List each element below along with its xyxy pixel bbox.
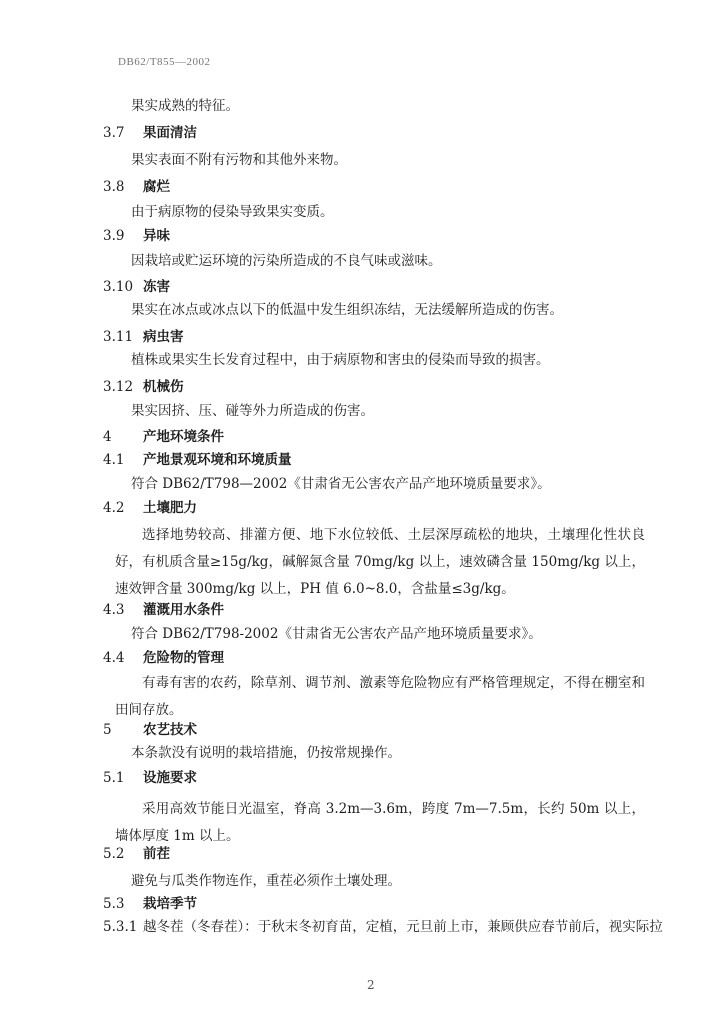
section-title: 土壤肥力 xyxy=(143,500,197,516)
section-heading xyxy=(103,500,197,516)
section-number: 3.12 xyxy=(103,379,134,395)
section-title: 果面清洁 xyxy=(143,125,197,141)
section-heading xyxy=(103,846,170,862)
body-text-line: 本条款没有说明的栽培措施，仍按常规操作。 xyxy=(131,745,401,761)
section-heading xyxy=(103,429,224,445)
section-heading xyxy=(103,379,184,395)
section-heading xyxy=(103,279,170,295)
body-text-line: 由于病原物的侵染导致果实变质。 xyxy=(131,204,334,220)
section-number: 4.2 xyxy=(103,500,125,516)
section-number: 4.3 xyxy=(103,602,125,618)
section-title: 产地环境条件 xyxy=(143,429,224,445)
section-title: 栽培季节 xyxy=(143,896,197,912)
body-text-line: 果实因挤、压、碰等外力所造成的伤害。 xyxy=(131,403,374,419)
section-heading xyxy=(103,722,197,738)
section-title: 病虫害 xyxy=(143,329,184,345)
body-paragraph: 有毒有害的农药，除草剂、调节剂、激素等危险物应有严格管理规定，不得在棚室和田间存放。 xyxy=(115,675,645,718)
section-number: 5.2 xyxy=(103,846,125,862)
section-number: 4.4 xyxy=(103,650,125,666)
section-number: 5.1 xyxy=(103,770,125,786)
body-text-line: 果实表面不附有污物和其他外来物。 xyxy=(131,152,347,168)
section-title: 危险物的管理 xyxy=(143,650,224,666)
section-title: 灌溉用水条件 xyxy=(143,602,224,618)
section-title: 冻害 xyxy=(143,279,170,295)
section-title: 异味 xyxy=(143,228,170,244)
section-number: 3.11 xyxy=(103,329,134,345)
section-heading xyxy=(103,770,197,786)
body-text-line: 果实成熟的特征。 xyxy=(131,98,239,114)
section-heading xyxy=(103,125,197,141)
body-paragraph: 选择地势较高、排灌方便、地下水位较低、土层深厚疏松的地块，土壤理化性状良好，有机质含量≥15g/kg，碱解氮含量 70mg/kg 以上，速效磷含量 150mg/kg 以上，速效钾含量 300mg/kg 以上，PH 值 6.0~8.0，含盐量≤3g/kg。 xyxy=(115,527,645,597)
section-number: 5 xyxy=(103,722,112,738)
section-title: 农艺技术 xyxy=(143,722,197,738)
section-heading xyxy=(103,452,292,468)
section-number: 4.1 xyxy=(103,452,125,468)
section-heading xyxy=(103,179,170,195)
section-title: 产地景观环境和环境质量 xyxy=(143,452,292,468)
section-number: 3.8 xyxy=(103,179,125,195)
section-number: 3.10 xyxy=(103,279,134,295)
body-text-line: 果实在冰点或冰点以下的低温中发生组织冻结，无法缓解所造成的伤害。 xyxy=(131,302,563,318)
section-title: 腐烂 xyxy=(143,179,170,195)
section-title: 设施要求 xyxy=(143,770,197,786)
section-number: 5.3 xyxy=(103,896,125,912)
body-text-line: 符合 DB62/T798-2002《甘肃省无公害农产品产地环境质量要求》。 xyxy=(131,626,542,642)
section-number: 5.3.1 xyxy=(103,919,138,935)
body-text-line: 避免与瓜类作物连作，重茬必须作土壤处理。 xyxy=(131,873,401,889)
page-number: 2 xyxy=(367,978,375,992)
body-text-line: 植株或果实生长发育过程中，由于病原物和害虫的侵染而导致的损害。 xyxy=(131,352,550,368)
section-heading xyxy=(103,602,224,618)
body-text-line: 符合 DB62/T798—2002《甘肃省无公害农产品产地环境质量要求》。 xyxy=(131,476,551,492)
section-heading xyxy=(103,329,184,345)
line-text: 越冬茬（冬春茬）：于秋末冬初育苗，定植，元旦前上市，兼顾供应春节前后，视实际拉 xyxy=(143,919,663,935)
numbered-text-line xyxy=(103,919,663,935)
document-code-header: DB62/T855—2002 xyxy=(118,56,211,68)
section-title: 机械伤 xyxy=(143,379,184,395)
section-number: 3.9 xyxy=(103,228,125,244)
section-heading xyxy=(103,650,224,666)
section-number: 4 xyxy=(103,429,112,445)
body-paragraph: 采用高效节能日光温室，脊高 3.2m—3.6m，跨度 7m—7.5m，长约 50m 以上，墙体厚度 1m 以上。 xyxy=(115,801,645,844)
section-title: 前茬 xyxy=(143,846,170,862)
section-heading xyxy=(103,896,197,912)
section-number: 3.7 xyxy=(103,125,125,141)
body-text-line: 因栽培或贮运环境的污染所造成的不良气味或滋味。 xyxy=(131,253,442,269)
section-heading xyxy=(103,228,170,244)
